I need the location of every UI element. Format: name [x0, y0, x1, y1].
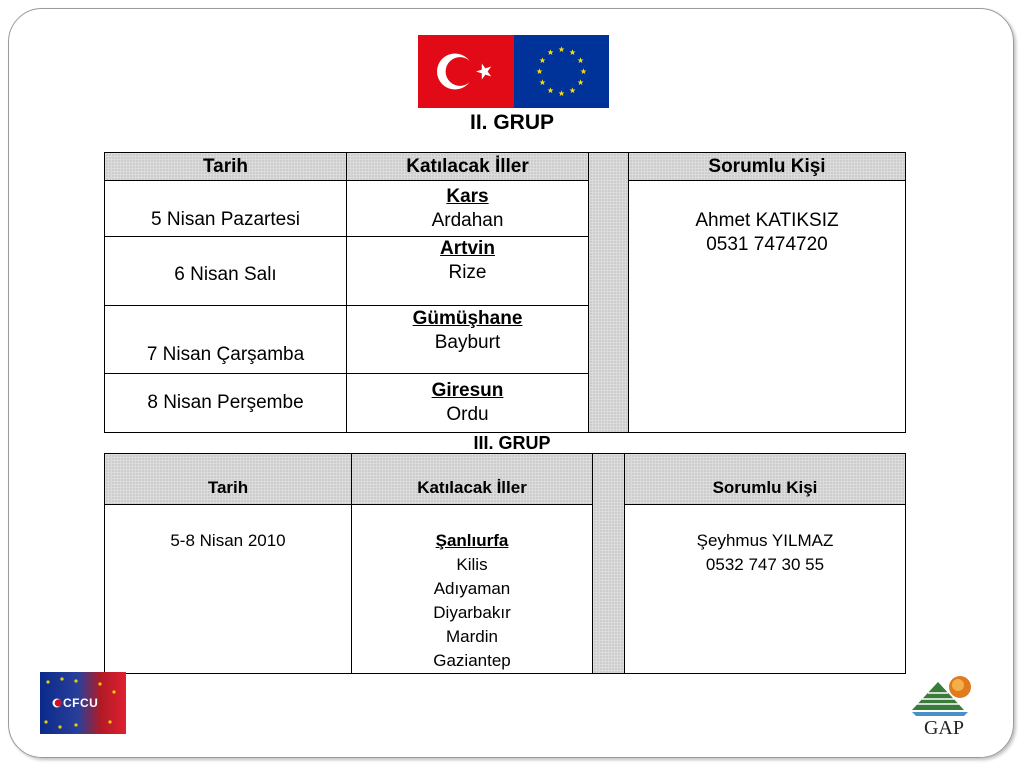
turkey-flag-icon	[418, 35, 514, 108]
eu-star-icon	[547, 87, 553, 93]
header-provinces: Katılacak İller	[347, 153, 589, 181]
eu-star-icon	[539, 79, 545, 85]
eu-star-icon	[569, 49, 575, 55]
eu-star-icon	[558, 90, 564, 96]
eu-star-icon	[536, 68, 542, 74]
eu-star-icon	[578, 57, 584, 63]
province-other: Bayburt	[434, 332, 501, 353]
eu-star-icon	[558, 46, 564, 52]
province-other: Gaziantep	[433, 651, 511, 670]
table-row	[105, 181, 906, 237]
header-person: Sorumlu Kişi	[625, 454, 906, 505]
header-date: Tarih	[105, 153, 347, 181]
eu-star-icon	[539, 57, 545, 63]
table-row	[105, 505, 906, 674]
province-other: Ardahan	[431, 209, 504, 231]
province-other: Adıyaman	[433, 579, 511, 598]
row-date: 5-8 Nisan 2010	[105, 505, 352, 674]
header-provinces: Katılacak İller	[352, 454, 593, 505]
province-main: Kars	[446, 185, 489, 207]
row-provinces	[347, 374, 589, 433]
cfcu-logo-text: CFCU	[63, 696, 99, 710]
eu-star-icon	[580, 68, 586, 74]
flags	[418, 35, 610, 108]
gap-logo-text: GAP	[923, 717, 965, 738]
row-provinces	[347, 181, 589, 237]
province-main: Giresun	[431, 380, 504, 401]
eu-star-icon	[569, 87, 575, 93]
province-other: Kilis	[456, 555, 488, 574]
province-other: Rize	[448, 262, 487, 283]
row-provinces	[347, 237, 589, 306]
group-2-title: II. GRUP	[469, 111, 554, 134]
person-phone: 0532 747 30 55	[705, 555, 825, 574]
row-provinces	[347, 306, 589, 374]
person-name: Şeyhmus YILMAZ	[696, 531, 834, 550]
header-person: Sorumlu Kişi	[629, 153, 906, 181]
province-main: Şanlıurfa	[435, 531, 509, 550]
eu-star-icon	[578, 79, 584, 85]
row-date: 5 Nisan Pazartesi	[105, 181, 347, 237]
spacer-column	[589, 153, 629, 433]
group-2-table	[104, 152, 906, 433]
province-other: Diyarbakır	[433, 603, 511, 622]
province-main: Gümüşhane	[412, 308, 523, 329]
group-3-table	[104, 453, 906, 674]
row-date: 8 Nisan Perşembe	[105, 374, 347, 433]
gap-logo	[908, 672, 980, 738]
spacer-column	[593, 454, 625, 674]
row-date: 7 Nisan Çarşamba	[105, 306, 347, 374]
responsible-person	[629, 181, 906, 433]
person-phone: 0531 7474720	[706, 234, 828, 255]
responsible-person	[625, 505, 906, 674]
province-main: Artvin	[440, 238, 495, 259]
person-name: Ahmet KATIKSIZ	[695, 210, 839, 231]
eu-star-icon	[547, 49, 553, 55]
group-3-title: III. GRUP	[473, 433, 551, 453]
cfcu-logo	[40, 672, 126, 734]
province-other: Ordu	[446, 404, 489, 425]
header-date: Tarih	[105, 454, 352, 505]
eu-flag-icon	[514, 35, 609, 108]
row-provinces	[352, 505, 593, 674]
province-other: Mardin	[446, 627, 498, 646]
row-date: 6 Nisan Salı	[105, 237, 347, 306]
